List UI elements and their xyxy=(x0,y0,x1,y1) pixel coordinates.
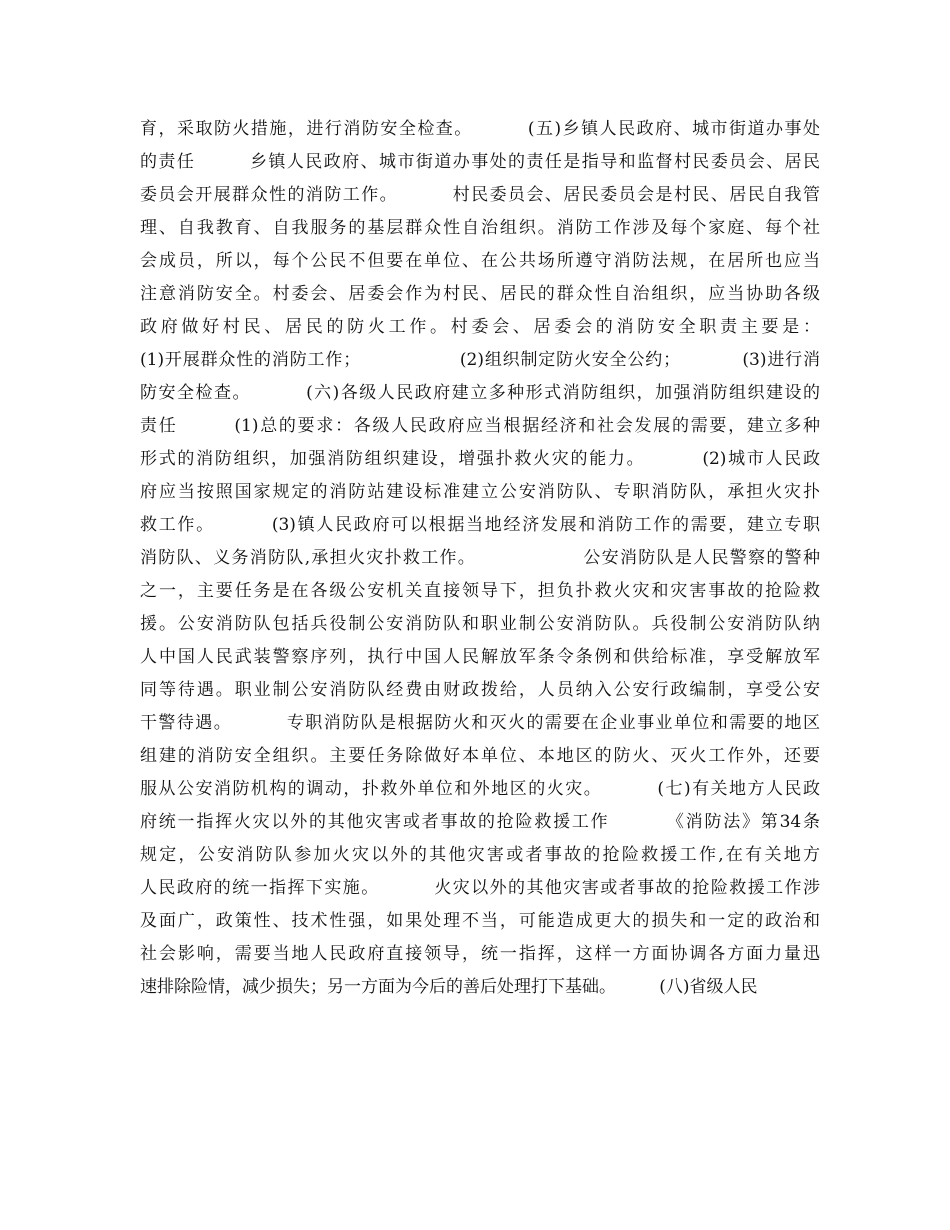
text-line: 社会影响，需要当地人民政府直接领导，统一指挥，这样一方面协调各方面力量迅 xyxy=(140,944,820,964)
text-line: 防安全检查。 (六)各级人民政府建立多种形式消防组织，加强消防组织建设的 xyxy=(140,383,820,403)
text-line: 的责任 乡镇人民政府、城市街道办事处的责任是指导和监督村民委员会、居民 xyxy=(140,152,820,172)
text-line: 府统一指挥火灾以外的其他灾害或者事故的抢险救援工作 《消防法》第34条 xyxy=(140,812,820,832)
text-line: 速排除险情，减少损失；另一方面为今后的善后处理打下基础。 (八)省级人民 xyxy=(140,977,758,997)
text-line: 同等待遇。职业制公安消防队经费由财政拨给，人员纳入公安行政编制，享受公安 xyxy=(140,680,820,700)
text-line: 人中国人民武装警察序列，执行中国人民解放军条令条例和供给标准，享受解放军 xyxy=(140,647,820,667)
body-text xyxy=(140,113,820,1004)
text-line: 援。公安消防队包括兵役制公安消防队和职业制公安消防队。兵役制公安消防队纳 xyxy=(140,614,820,634)
text-line: 形式的消防组织，加强消防组织建设，增强扑救火灾的能力。 (2)城市人民政 xyxy=(140,449,820,469)
text-line: 理、自我教育、自我服务的基层群众性自治组织。消防工作涉及每个家庭、每个社 xyxy=(140,218,820,238)
text-line: 干警待遇。 专职消防队是根据防火和灭火的需要在企业事业单位和需要的地区 xyxy=(140,713,820,733)
text-line: 府应当按照国家规定的消防站建设标准建立公安消防队、专职消防队，承担火灾扑 xyxy=(140,482,820,502)
text-line: (1)开展群众性的消防工作； (2)组织制定防火安全公约； (3)进行消 xyxy=(140,350,820,370)
text-line: 之一，主要任务是在各级公安机关直接领导下，担负扑救火灾和灾害事故的抢险救 xyxy=(140,581,820,601)
text-line: 救工作。 (3)镇人民政府可以根据当地经济发展和消防工作的需要，建立专职 xyxy=(140,515,820,535)
text-line: 政府做好村民、居民的防火工作。村委会、居委会的消防安全职责主要是： xyxy=(140,317,820,337)
text-line: 组建的消防安全组织。主要任务除做好本单位、本地区的防火、灭火工作外，还要 xyxy=(140,746,820,766)
text-line: 会成员，所以，每个公民不但要在单位、在公共场所遵守消防法规，在居所也应当 xyxy=(140,251,820,271)
text-line: 及面广，政策性、技术性强，如果处理不当，可能造成更大的损失和一定的政治和 xyxy=(140,911,820,931)
text-line: 消防队、义务消防队,承担火灾扑救工作。 公安消防队是人民警察的警种 xyxy=(140,548,820,568)
text-line: 规定，公安消防队参加火灾以外的其他灾害或者事故的抢险救援工作,在有关地方 xyxy=(140,845,820,865)
text-line: 育，采取防火措施，进行消防安全检查。 (五)乡镇人民政府、城市街道办事处 xyxy=(140,119,820,139)
text-line: 委员会开展群众性的消防工作。 村民委员会、居民委员会是村民、居民自我管 xyxy=(140,185,820,205)
text-line: 服从公安消防机构的调动，扑救外单位和外地区的火灾。 (七)有关地方人民政 xyxy=(140,779,820,799)
text-line: 责任 (1)总的要求：各级人民政府应当根据经济和社会发展的需要，建立多种 xyxy=(140,416,820,436)
text-line: 注意消防安全。村委会、居委会作为村民、居民的群众性自治组织，应当协助各级 xyxy=(140,284,820,304)
text-line: 人民政府的统一指挥下实施。 火灾以外的其他灾害或者事故的抢险救援工作涉 xyxy=(140,878,820,898)
